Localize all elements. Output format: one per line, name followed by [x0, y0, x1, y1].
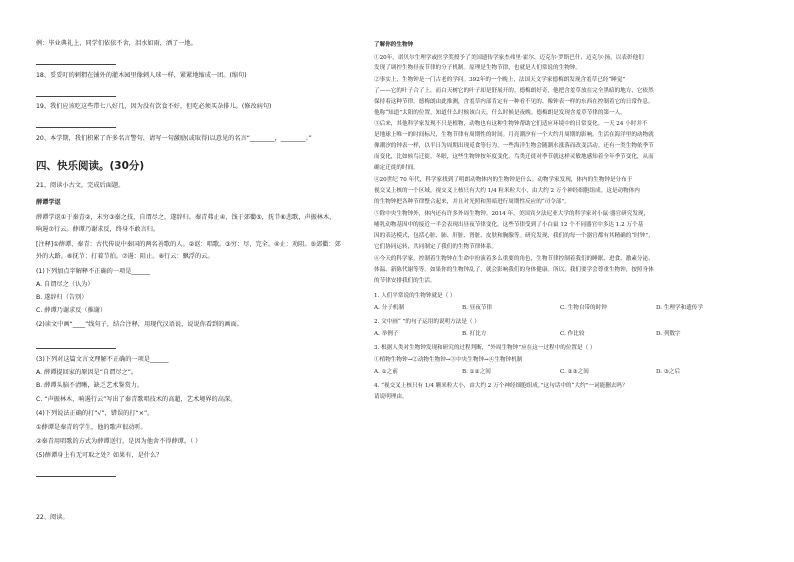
sub-question-4: (4)下列说法正确的打“√”，错误的打“×”。	[36, 410, 154, 417]
question-1: 1. 人们平常说的生物钟就是（ ）	[374, 293, 456, 299]
option-c[interactable]: C. “声振林木，响遏行云”写出了秦青歌唱技术的高超，艺术境界的高深。	[36, 396, 237, 403]
option-c[interactable]: C. 薛谭乃谢求反（推谢）	[36, 307, 107, 314]
paragraph-line: 的节律安排我们的生活。	[374, 278, 436, 284]
option-a[interactable]: A. ①之前	[374, 369, 398, 375]
question-4: 4. “视交叉上核只有 1/4 颗米粒大小，由大约 2 万个神经细胞组成。”这句话中的“大约”一词能删去吗？	[374, 383, 628, 389]
option-a[interactable]: A. 自谓尽之（认为）	[36, 281, 94, 288]
paragraph-line: 确定迁徙的时间。	[374, 165, 419, 171]
paragraph-line: 保持着这种节律。德梅朗由此推测，含羞草内部肯定有一种看不见的、像钟表一样的东西在控制着它的日常作息。	[374, 99, 654, 105]
question-20: 20、本学期，我们积累了许多名言警句，请写一句激励(或取得)以意见的名言“________，________。”	[36, 135, 312, 142]
paragraph-line: 是地球上唯一的时间标尺，生物节律有周期性的时间。月亮潮汐有一个大约月周期的影响。生活在海洋里的动物就	[374, 132, 654, 138]
question-19: 19、我们应该吃这些带七八好几，因为没有饮食不好，但吃必须买杂排儿。(修改病句)	[36, 103, 272, 110]
question-3: 3. 根据人类对生物钟发现和研究的过程判断，“外周生物钟”应在这一过程中的位置是（ ）	[374, 345, 596, 351]
option-c[interactable]: C. ②③之间	[560, 369, 589, 375]
option-b[interactable]: B. 打比方	[462, 331, 487, 337]
option-c[interactable]: C. 作比较	[560, 331, 585, 337]
judge-item: ①薛谭是秦青的学生，他的歌声很动听。	[36, 424, 147, 431]
section-title: 四、快乐阅读。(30分)	[36, 160, 145, 172]
paragraph-line: 像潮汐的钟表一样，以半日为周期出现觅食等行为，一些海洋生物会随潮水涨落而改变活动。还有一类生物依季节	[374, 143, 654, 149]
question-18: 18、妥妥叮的刺猬在铺外的灌木园里像刺人球一样，紧紧地缩成一团。(缩句)	[36, 72, 247, 79]
question-2: 2. 文中画“ ”的句子运用的说明方法是（ ）	[374, 319, 480, 325]
paragraph-line: 他称“知道”太阳的位置，知道什么时候该白天，什么时候是夜晚。德梅朗是发现含羞草节律的第一人。	[374, 110, 626, 116]
option-a[interactable]: A. 薛谭提回家的原因是“自谓尽之”。	[36, 369, 138, 376]
paragraph-line: 而变化，比如候鸟迁徙、冬眠，这些生物钟按年度变化。鸟类迁徙对季节就这样灵敏地感知着全年季节变化，从而	[374, 154, 654, 160]
paragraph-line: 哺乳动物基因中的接近一半会表现出昼夜节律变化。这些节律受到了小白鼠 12 个不同器官中多达 1.2 万个基	[374, 222, 644, 228]
paragraph-line: 发现了调控生物昼夜节律的分子机制。原理是生物节律，也就是人们常说的生物钟。	[374, 65, 581, 71]
sequence-line: ①植物生物钟→②动物生物钟→③中央生物钟→④生物钟机制	[374, 357, 523, 363]
option-a[interactable]: A. 举例子	[374, 331, 399, 337]
answer-blank[interactable]	[36, 64, 116, 65]
question-22: 22、阅读。	[36, 514, 69, 521]
answer-blank[interactable]	[36, 96, 116, 97]
option-a[interactable]: A. 分子机制	[374, 305, 404, 311]
notes-line: [注释]①薛谭、秦青：古代传说中秦国的两名善歌的人。②讴：唱歌。③穷：尽，完全。④止：劝阻。⑤郊衢：郊	[36, 241, 341, 248]
q17-example: 例：毕业典礼上，同学们依依不舍，泪水如雨，洒了一地。	[36, 40, 197, 47]
option-d[interactable]: D. ③之后	[656, 369, 681, 375]
answer-blank[interactable]	[36, 127, 116, 128]
answer-blank[interactable]	[36, 476, 116, 477]
paragraph-line: ④20世纪 70 年代，科学家找到了明朗动物体内的生物钟是什么。动物学家发现，体内的生物钟是分布于	[374, 177, 633, 183]
option-b[interactable]: B. 薛谭头脑不清晰，缺乏艺术鉴赏力。	[36, 382, 144, 389]
sub-question-3: (3)下列对这篇文言文理解不正确的一项是______	[36, 356, 169, 363]
option-d[interactable]: D. 列数字	[656, 331, 681, 337]
paragraph-line: 它们协同运转，共同制定了我们的生物节律体系。	[374, 244, 498, 250]
paragraph-line: 视交叉上核的一个区域，视交叉上核只有大约 1/4 粒米粒大小，由大约 2 万个神经细胞组成。这是动物体内	[374, 188, 640, 194]
article-title: 了解你的生物钟	[374, 42, 414, 48]
passage-title: 薛谭学讴	[36, 199, 61, 206]
paragraph-line: 体温、新陈代谢等等。如果你的生物钟乱了，就会影响我们的身体健康。所以，我们要学会尊重生物钟，按照身体	[374, 267, 654, 273]
paragraph-line: 了——它的叶子合了上，而白天树它的叶子却是舒展开的。德梅朗好奇，他把含羞草放在完全黑暗的地方，它依然	[374, 88, 654, 94]
option-b[interactable]: B. 遂辞归（告别）	[36, 294, 88, 301]
option-b[interactable]: B. 昼夜节律	[462, 305, 493, 311]
judge-item: ②秦青用唱歌的方式为薛谭送行，是因为他舍不得薛谭。（ ）	[36, 438, 202, 445]
option-b[interactable]: B. ①②之间	[462, 369, 491, 375]
paragraph-line: ②事实上，生物钟是一门古老的学问。392年的一个晚上，法国天文学家德梅朗发现含羞草已经“睡觉”	[374, 77, 626, 83]
sub-question-1: (1)下列加点字解释不正确的一项是______	[36, 268, 150, 275]
paragraph-line: 因的表达模式，包括心脏、肺、肝脏、肾脏、皮肤和胸腺等。研究发现，我们的每一个器官都有其精确的“时钟”，	[374, 233, 654, 239]
passage-line: 薛谭学讴①于秦青②，未穷③秦之技，自谓尽之，遂辞归。秦青弗止④，饯于郊衢⑤，抚节⑥悲歌，声振林木，	[36, 214, 336, 221]
option-c[interactable]: C. 生物自带的时钟	[560, 305, 607, 311]
notes-line: 外的大路。⑥抚节：打着节拍。⑦遏：阻止。⑧行云：飘浮的云。	[36, 253, 214, 260]
sub-question-2: (2)读文中画“____”线句子，结合注释，用现代汉语说，说说你看到的画面。	[36, 321, 243, 328]
option-d[interactable]: D. 生理学和遗传学	[656, 305, 703, 311]
sub-question-5: (5)薛谭身上有无可取之处？如果有，是什么？	[36, 452, 163, 459]
answer-blank[interactable]	[36, 348, 116, 349]
paragraph-line: ①20年，诺贝尔生理学或医学奖授予了美国遗传学家杰弗里·霍尔、迈克尔·罗斯巴什、迈克尔·扬，以表彰他们	[374, 55, 644, 61]
question-21: 21、阅读小古文，完成后面题。	[36, 182, 125, 189]
paragraph-line: ⑤除中央生物钟外，体内还有许多外周生物钟。2014 年，美国宾夕法尼亚大学的科学家对小鼠·器官研究发现，	[374, 211, 650, 217]
paragraph-line: ⑥今天的科学家，控制着生物钟在生命中扮演着多么重要的角色，生物节律控制着我们的睡眠、进食、激素分泌、	[374, 256, 654, 262]
paragraph-line: ③后来，其他科学家发现不只是植物，动物也有这种生物钟帮助它们适应环境中的日常变化。一天 24 小时并不	[374, 121, 648, 127]
question-4-cont: 请说明理由。	[374, 394, 408, 400]
paragraph-line: 的生物钟把各种节律整合起来，并且对光照和黑暗进行周期性反应的“司令部”。	[374, 199, 570, 205]
passage-line: 响遏⑦行云。薛谭乃谢求反，终身不敢言归。	[36, 226, 160, 233]
